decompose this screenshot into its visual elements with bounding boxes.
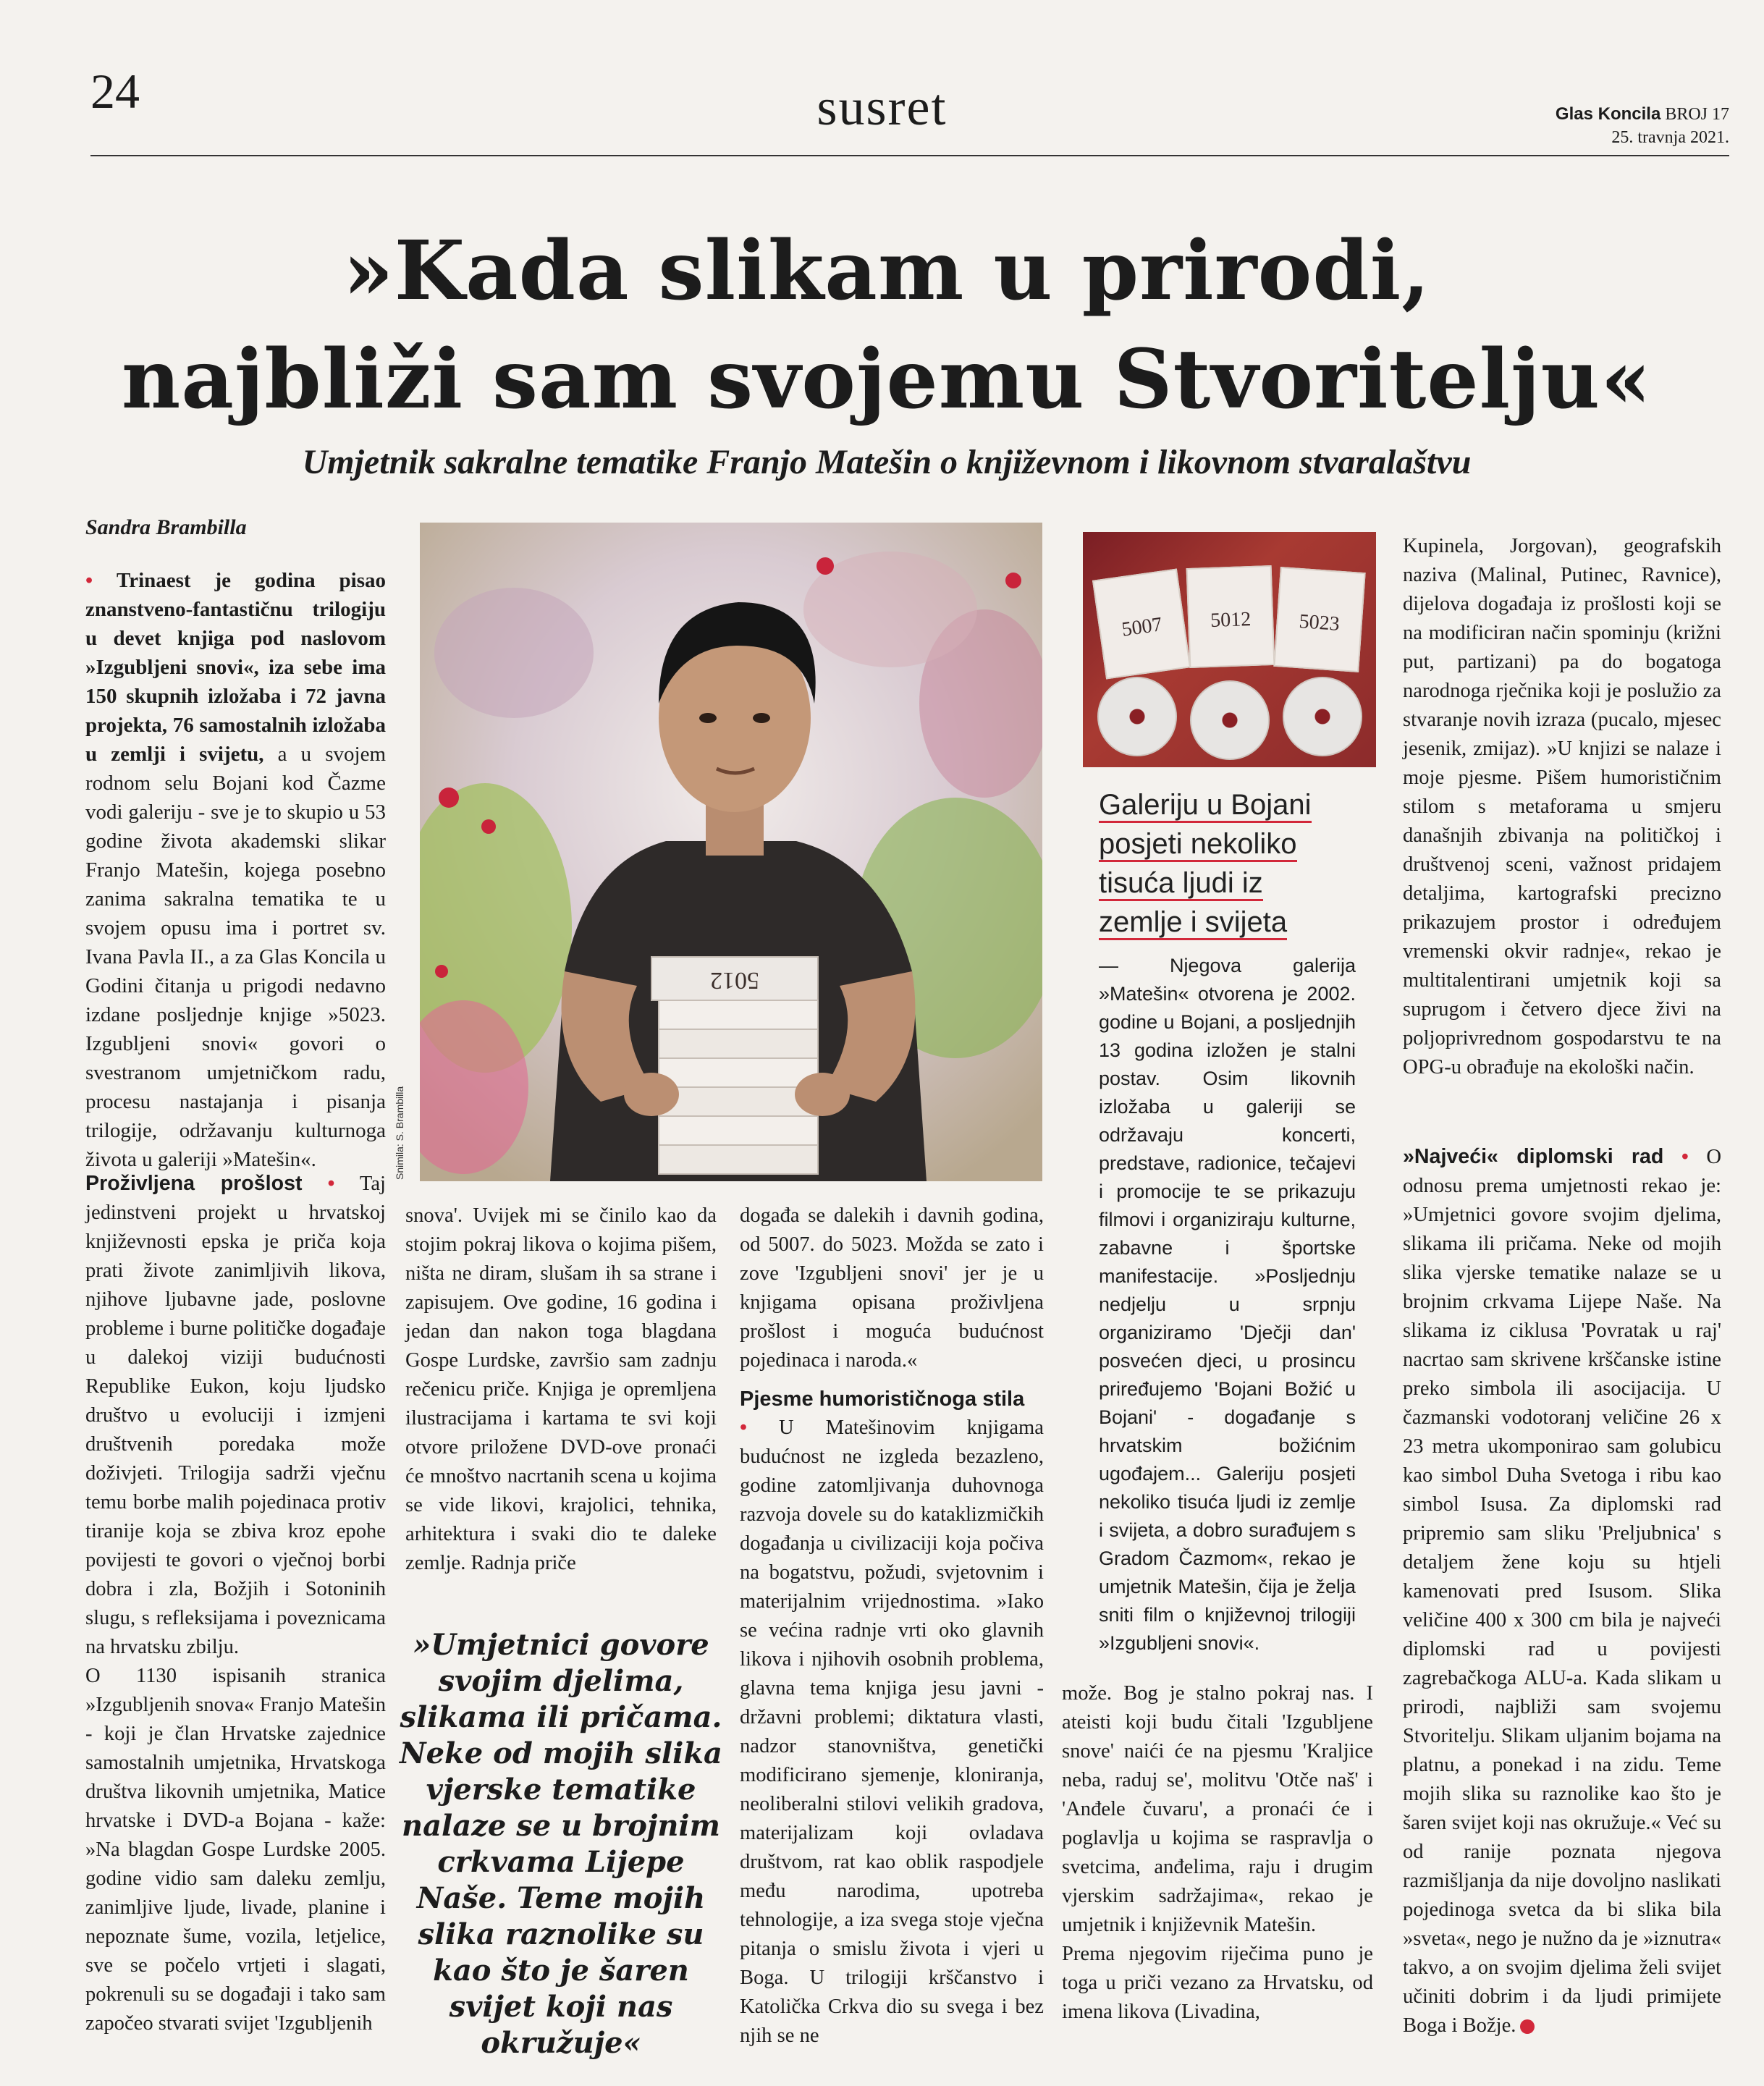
column-4-lower bbox=[1062, 1679, 1373, 2027]
gallery-box-text bbox=[1099, 952, 1356, 1658]
header-rule bbox=[90, 155, 1729, 156]
book-label: 5023 bbox=[1298, 610, 1341, 636]
bullet-icon: • bbox=[327, 1173, 335, 1195]
col4b-paragraph-1: može. Bog je stalno pokraj nas. I ateisti koji budu čitali 'Izgubljene snove' naići će na pjesmu 'Kraljice neba, raduj se', molitvu 'Otče naš' i 'Anđele čuvaru', a pronaći će i poglavlja u kojima se raspravlja o svetcima, anđelima, raju i drugim vjerskim sadržajima«, rekao je umjetnik i književnik Matešin. bbox=[1062, 1682, 1373, 1936]
subtitle: Umjetnik sakralne tematike Franjo Matešin o književnom i likovnom stvaralaštvu bbox=[302, 443, 1472, 481]
book-label: 5007 bbox=[1120, 613, 1164, 641]
main-photo bbox=[420, 523, 1042, 1181]
bullet-icon: • bbox=[740, 1416, 748, 1439]
col4b-paragraph-2: Prema njegovim riječima puno je toga u priči vezano za Hrvatsku, od imena likova (Livadina, bbox=[1062, 1943, 1373, 2023]
intro-lead: Trinaest je godina pisao znanstveno-fantastičnu trilogiju u devet knjiga pod naslovom »Izgubljeni snovi«, iza sebe ima 150 skupnih izložaba i 72 javna projekta, 76 samostalnih izložaba u zemlji i svijetu, bbox=[85, 569, 386, 766]
column-3-lower bbox=[740, 1385, 1044, 2051]
headline-line-1: »Kada slikam u prirodi, bbox=[342, 224, 1431, 318]
subhead-prozivljena: Proživljena prošlost bbox=[85, 1172, 303, 1195]
book-label: 5012 bbox=[1210, 608, 1252, 633]
end-mark-icon bbox=[1520, 2019, 1535, 2034]
col5-paragraph-1: Kupinela, Jorgovan), geografskih naziva (Malinal, Putinec, Ravnice), dijelova događaja iz prošlosti koji se na modificiran način spominju (križni put, partizani) pa do bogatoga narodnoga rječnika koji je poslužio za stvaranje novih izraza (pucalo, mjesec jesenik, zmijaz). »U knjizi se nalaze i moje pjesme. Pišem humorističnim stilom s metaforama u smjeru današnjih zbivanja na političkoj i društvenoj sceni, važnost pridajem detaljima, kartografski precizno prikazujem prostor i određujem vremenski okvir radnje«, rekao je multitalentirani umjetnik koji sa suprugom i četvero djece živi na poljoprivrednom gospodarstvu te na OPG-u obrađuje na ekološki način. bbox=[1403, 535, 1721, 1078]
column-5 bbox=[1403, 532, 1721, 1082]
dvd-disc-icon bbox=[1097, 677, 1177, 756]
books-photo bbox=[1083, 532, 1376, 767]
dvd-disc-icon bbox=[1190, 680, 1270, 760]
issue-number: BROJ 17 bbox=[1665, 105, 1729, 124]
col2-paragraph-1: snova'. Uvijek mi se činilo kao da stojim pokraj likova o kojima pišem, ništa ne diram, slušam ih sa strane i zapisujem. Ove godine, 16 godina i jedan dan nakon toga blagdana Gospe Lurdske, završio sam zadnju rečenicu priče. Knjiga je opremljena ilustracijama i kartama te svi koji otvore priložene DVD-ove pronaći će mnoštvo nacrtanih scena u kojima se vide likovi, krajolici, tehnika, arhitektura i svaki dio te daleke zemlje. Radnja priče bbox=[405, 1204, 717, 1574]
box-paragraph: — Njegova galerija »Matešin« otvorena je 2002. godine u Bojani, a posljednjih 13 godina izložen je stalni postav. Osim likovnih izložaba u galeriji se održavaju koncerti, predstave, radionice, tečajevi i promocije te se prikazuju filmovi i organiziraju kulturne, zabavne i športske manifestacije. »Posljednju nedjelju u srpnju organiziramo 'Dječji dan' posvećen djeci, u prosincu priređujemo 'Bojani Božić u Bojani' - događanje s hrvatskim božićnim ugođajem... Galeriju posjeti nekoliko tisuća ljudi iz zemlje i svijeta, a dobro surađujem s Gradom Čazmom«, rekao je umjetnik Matešin, čija je želja sniti film o književnoj trilogiji »Izgubljeni snovi«. bbox=[1099, 955, 1356, 1654]
column-1-lower bbox=[85, 1169, 386, 2038]
pull-quote: »Umjetnici govore svojim djelima, slikama ili pričama. Neke od mojih slika vjerske tematike nalaze se u brojnim crkvama Lijepe Naše. Teme mojih slika raznolike su kao što je šaren svijet koji nas okružuje« bbox=[400, 1628, 722, 2060]
book-spine-label: 5012 bbox=[710, 967, 759, 994]
publication-name: Glas Koncila bbox=[1555, 104, 1661, 124]
box-heading-line: posjeti nekoliko bbox=[1099, 828, 1297, 862]
box-heading-line: Galeriju u Bojani bbox=[1099, 789, 1312, 823]
byline: Sandra Brambilla bbox=[85, 515, 247, 539]
headline-line-2: najbliži sam svojemu Stvoritelju« bbox=[121, 332, 1653, 427]
book-5007 bbox=[1092, 568, 1191, 679]
portrait-illustration bbox=[420, 523, 1042, 1181]
box-heading-line: tisuća ljudi iz bbox=[1099, 867, 1263, 901]
photo-credit: Snimila: S. Brambilla bbox=[394, 1086, 405, 1180]
book-5012 bbox=[1186, 565, 1275, 668]
box-heading bbox=[1099, 785, 1352, 942]
najveci-text: O odnosu prema umjetnosti rekao je: »Umjetnici govore svojim djelima, slikama ili pričama. Neke od mojih slika vjerske tematike nalaze se u brojnim crkvama Lijepe Naše. Na slikama iz ciklusa 'Povratak u raj' nacrtao sam skrivene krščanske istine preko simbola ili asocijacija. U čazmanski vodotoranj veličine 26 x 23 metra ukomponirao sam golubicu kao simbol Duha Svetoga i ribu kao simbol Isusa. Za diplomski rad pripremio sam sliku 'Preljubnica' s detaljem žene koju su htjeli kamenovati pred Isusom. Slika veličine 400 x 300 cm bila je najveći diplomski rad u povijesti zagrebačkoga ALU-a. Kada slikam u prirodi, najbliži sam svojemu Stvoritelju. Slikam uljanim bojama na platnu, a ponekad i na zidu. Teme mojih slika su raznolike kao što je šaren svijet koji nas okružuje.« Već su od ranije poznata njegova razmišljanja da nije dovoljno naslikati pojedinoga svetca da bi slika bila »sveta«, nego je nužno da je »iznutra« takvo, a on svojim djelima želi svijet učiniti dobrim i da ljudi primijete Boga i Božje. bbox=[1403, 1146, 1721, 2037]
column-2 bbox=[405, 1202, 717, 1578]
column-5-lower bbox=[1403, 1142, 1721, 2040]
page-number: 24 bbox=[90, 64, 140, 119]
dvd-disc-icon bbox=[1283, 677, 1362, 756]
intro-column bbox=[85, 566, 386, 1174]
subhead-pjesme: Pjesme humorističnoga stila bbox=[740, 1388, 1025, 1411]
book-5023 bbox=[1273, 567, 1365, 672]
section-name: susret bbox=[816, 78, 948, 136]
box-heading-line: zemlje i svijeta bbox=[1099, 906, 1287, 940]
headline bbox=[116, 217, 1658, 434]
intro-rest: a u svojem rodnom selu Bojani kod Čazme vodi galeriju - sve je to skupio u 53 godine života akademski slikar Franjo Matešin, kojega posebno zanima sakralna tematika te u svojem opusu ima i portret sv. Ivana Pavla II., a za Glas Koncila u Godini čitanja u prigodi nedavno izdane posljednje knjige »5023. Izgubljeni snovi« govori o svestranom umjetničkom radu, procesu nastajanja i pisanja trilogije, održavanju kulturnoga života u galeriji »Matešin«. bbox=[85, 743, 386, 1171]
pjesme-text: U Matešinovim knjigama budućnost ne izgleda bezazleno, godine zatomljivanja duhovnoga razvoja dovele su do kataklizmičkih događanja u civilizaciji koja počiva na bogatstvu, požudi, svjetovnim i materijalnim vrijednostima. »Iako se većina radnje vrti oko glavnih likova i njihovih osobnih problema, glavna tema knjiga jesu javni - državni problemi; diktatura vlasti, nadzor stanovništva, genetički modificirano sjemenje, kloniranja, neoliberalni stilovi velikih gradova, materijalizam koji ovladava društvom, rat kao oblik raspodjele među narodima, upotreba tehnologije, a iza svega stoje vječna pitanja o smislu života i vjeri u Boga. U trilogiji krščanstvo i Katolička Crkva dio su svega i bez njih se ne bbox=[740, 1416, 1044, 2047]
bullet-icon: • bbox=[1681, 1146, 1689, 1168]
issue-date: 25. travnja 2021. bbox=[1611, 128, 1729, 147]
issue-info bbox=[1556, 103, 1729, 149]
subhead-najveci: »Najveći« diplomski rad bbox=[1403, 1145, 1664, 1168]
col1-paragraph-2: O 1130 ispisanih stranica »Izgubljenih snova« Franjo Matešin - koji je član Hrvatske zajednice samostalnih umjetnika, Hrvatskoga društva likovnih umjetnika, Matice hrvatske i DVD-a Bojana - kaže: »Na blagdan Gospe Lurdske 2005. godine vidio sam daleku zemlju, zanimljive ljude, livade, planine i nepoznate šume, vozila, letjelice, sve se počelo vrtjeti i slagati, pokrenuli su se događaji i tako sam započeo stvarati svijet 'Izgubljenih bbox=[85, 1665, 386, 2035]
col3-paragraph-1: događa se dalekih i davnih godina, od 5007. do 5023. Možda se zato i zove 'Izgubljeni snovi' jer je u knjigama opisana proživljena prošlost i moguća budućnost pojedinaca i naroda.« bbox=[740, 1204, 1044, 1372]
bullet-icon: • bbox=[85, 569, 93, 592]
prozivljena-text: Taj jedinstveni projekt u hrvatskoj književnosti epska je priča koja prati živote zanimljivih likova, njihove ljubavne jade, poslovne probleme i burne političke događaje u dalekoj viziji budućnosti Republike Eukon, koju ljudsko društvo u evoluciji i izmjeni društvenih poredaka može doživjeti. Trilogija sadrži vječnu temu borbe malih pojedinaca protiv tiranije koja se zbiva kroz epohe povijesti te govori o vječnoj borbi dobra i zla, Božjih i Sotoninih slugu, s refleksijama i poveznicama na hrvatsku zbilju. bbox=[85, 1173, 386, 1658]
column-3 bbox=[740, 1202, 1044, 1375]
